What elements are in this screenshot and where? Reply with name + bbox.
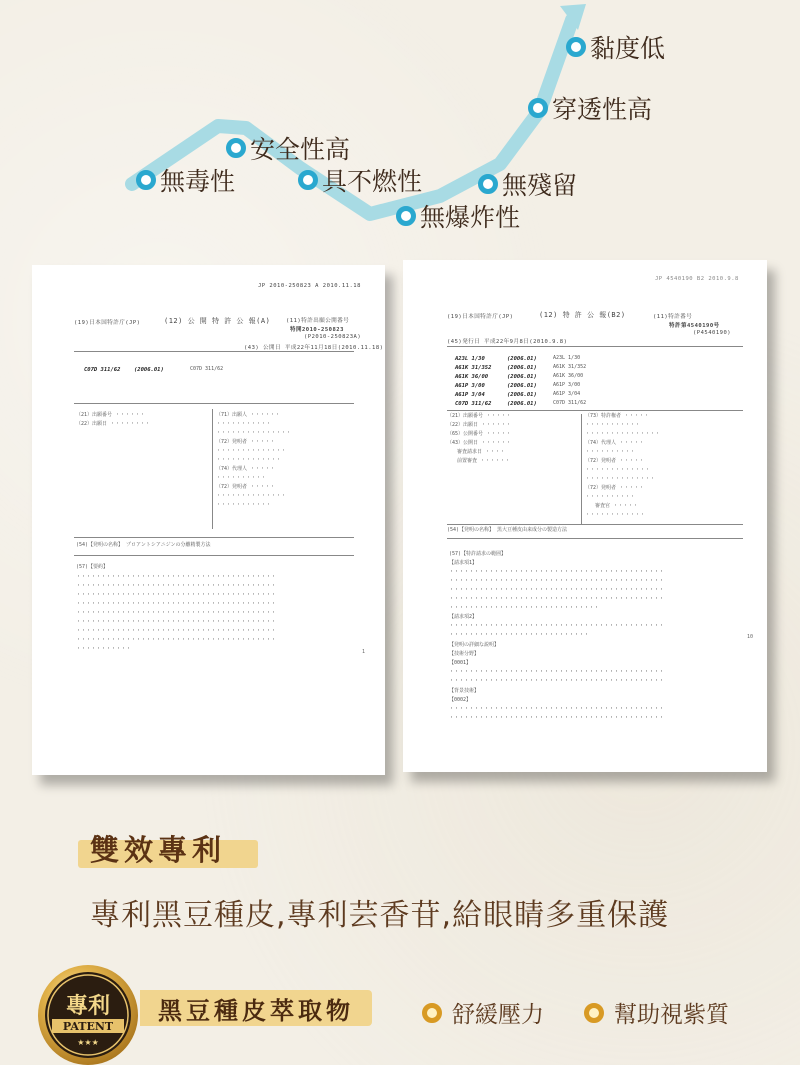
point-icon xyxy=(528,98,548,118)
benefit-rhodopsin xyxy=(584,996,729,1029)
feature-non-toxic xyxy=(136,162,235,198)
doc-pub-label: (11)特許番号 xyxy=(653,314,693,320)
doc-office: (19)日本国特許庁(JP) xyxy=(447,314,514,320)
doc-pub-number: 特開2010-250823 xyxy=(290,327,344,333)
point-icon xyxy=(298,170,318,190)
section-title xyxy=(78,826,258,870)
doc-ipc: C07D 311/62 xyxy=(190,366,224,372)
feature-label: 具不燃性 xyxy=(322,167,423,196)
extract-label: 黑豆種皮萃取物 xyxy=(140,990,372,1026)
feature-non-explosive xyxy=(396,198,520,234)
section-description: 專利黑豆種皮,專利芸香苷,給眼睛多重保護 xyxy=(90,898,670,933)
bullet-icon xyxy=(422,1003,442,1023)
doc-side-number: 10 xyxy=(747,634,754,640)
benefit-label: 舒緩壓力 xyxy=(452,1002,544,1028)
doc-office: (19)日本国特許庁(JP) xyxy=(74,320,141,326)
feature-safe xyxy=(226,130,350,166)
doc-kind: (12) 公 開 特 許 公 報(A) xyxy=(164,317,271,325)
bullet-icon xyxy=(584,1003,604,1023)
doc-pub-sub: (P2010-250823A) xyxy=(304,334,362,340)
badge-top-text: 專利 xyxy=(65,993,111,1019)
benefit-relieve-stress xyxy=(422,996,544,1029)
point-icon xyxy=(136,170,156,190)
feature-label: 無毒性 xyxy=(160,167,236,196)
doc-header-number: JP 4540190 B2 2010.9.8 xyxy=(655,276,739,282)
point-icon xyxy=(396,206,416,226)
point-icon xyxy=(478,174,498,194)
benefit-label: 幫助視紫質 xyxy=(614,1002,729,1028)
doc-page-number: 1 xyxy=(362,649,366,655)
doc-pub-number: 特許第4540190号 xyxy=(669,323,720,329)
point-icon xyxy=(226,138,246,158)
feature-label: 穿透性高 xyxy=(552,95,653,124)
section-title-text: 雙效專利 xyxy=(90,832,227,867)
feature-high-penetration xyxy=(528,90,652,126)
doc-title: (54)【発明の名称】 黒大豆種皮由来成分の製造方法 xyxy=(447,527,568,533)
point-icon xyxy=(566,37,586,57)
doc-kind: (12) 特 許 公 報(B2) xyxy=(539,311,626,319)
doc-pub-sub: (P4540190) xyxy=(693,330,732,336)
feature-no-residue xyxy=(478,166,577,202)
doc-pub-date: (45)発行日 平成22年9月8日(2010.9.8) xyxy=(447,339,568,345)
feature-non-flammable xyxy=(298,162,422,198)
patent-document-right: JP 4540190 B2 2010.9.8 (19)日本国特許庁(JP) (12) 特 許 公 報(B2) (11)特許番号 特許第4540190号 (P4540190) (45)発行日 平成22年9月8日(2010.9.8) A23L 1/30 A61K 31/352 A61K 36/00 A61P 3/00 A61P 3/04 C07D 311/62 (2006.01) (2006.01) (2006.01) (2006.01) (2006.01) (2006.01) A23L 1/30 A61K 31/352 A61K 36/00 A61P 3/00 A61P 3/04 C07D 311/62 （21）出願番号 ・・・・・ （22）出願日 ・・・・・・ （65）公開番号 ・・・・・ （43）公開日 ・・・・・・ 審査請求日 ・・・・ 前置審査 ・・・・・・ （73）特許権者 ・・・・・ ・・・・・・・・・・・ ・・・・・・・・・・・・・・・ （74）代理人 ・・・・・ ・・・・・・・・・・ （72）発明者 ・・・・・ ・・・・・・・・・・・・・ ・・・・・・・・・・・・・・ （72）発明者 ・・・・・ ・・・・・・・・・・ 審査官 ・・・・・ ・・・・・・・・・・・・ (54)【発明の名称】 黒大豆種皮由来成分の製造方法 (57)【特許請求の範囲】 【請求項1】 ・・・・・・・・・・・・・・・・・・・・・・・・・・・・・・・・・・・・・・・・・・・ ・・・・・・・・・・・・・・・・・・・・・・・・・・・・・・・・・・・・・・・・・・・ ・・・・・・・・・・・・・・・・・・・・・・・・・・・・・・・・・・・・・・・・・・・ ・・・・・・・・・・・・・・・・・・・・・・・・・・・・・・・・・・・・・・・・・・・ ・・・・・・・・・・・・・・・・・・・・・・・・・・・・・・ 【請求項2】 ・・・・・・・・・・・・・・・・・・・・・・・・・・・・・・・・・・・・・・・・・・・ ・・・・・・・・・・・・・・・・・・・・・・・・・・・・ 【発明の詳細な説明】 【技術分野】 【0001】 ・・・・・・・・・・・・・・・・・・・・・・・・・・・・・・・・・・・・・・・・・・・ ・・・・・・・・・・・・・・・・・・・・・・・・・・・・・・・・・・・・・・・・・・・ 【背景技術】 【0002】 ・・・・・・・・・・・・・・・・・・・・・・・・・・・・・・・・・・・・・・・・・・・ ・・・・・・・・・・・・・・・・・・・・・・・・・・・・・・・・・・・・・・・・・・・ 10 xyxy=(403,260,767,772)
feature-label: 安全性高 xyxy=(250,135,351,164)
doc-header-number: JP 2010-250823 A 2010.11.18 xyxy=(258,283,361,289)
feature-label: 黏度低 xyxy=(590,34,666,63)
doc-class-year: (2006.01) xyxy=(134,367,164,373)
doc-title: (54)【発明の名称】 プロアントシアニジンの分離精製方法 xyxy=(76,542,211,548)
doc-abstract-head: (57)【要約】 xyxy=(76,564,109,570)
doc-claims-head: (57)【特許請求の範囲】 xyxy=(449,551,507,557)
doc-pub-label: (11)特許出願公開番号 xyxy=(286,318,350,324)
patent-document-left: JP 2010-250823 A 2010.11.18 (19)日本国特許庁(JP) (12) 公 開 特 許 公 報(A) (11)特許出願公開番号 特開2010-250823 (P2010-250823A) (43) 公開日 平成22年11月18日(2010.11.18) C07D 311/62 (2006.01) C07D 311/62 （21）出願番号 ・・・・・・ （22）出願日 ・・・・・・・・ （71）出願人 ・・・・・・ ・・・・・・・・・・・ ・・・・・・・・・・・・・・・ （72）発明者 ・・・・・ ・・・・・・・・・・・・・・ ・・・・・・・・・・・・・ （74）代理人 ・・・・・ ・・・・・・・・・・ （72）発明者 ・・・・・ ・・・・・・・・・・・・・・ ・・・・・・・・・・・ (54)【発明の名称】 プロアントシアニジンの分離精製方法 (57)【要約】 ・・・・・・・・・・・・・・・・・・・・・・・・・・・・・・・・・・・・・・・・ ・・・・・・・・・・・・・・・・・・・・・・・・・・・・・・・・・・・・・・・・ ・・・・・・・・・・・・・・・・・・・・・・・・・・・・・・・・・・・・・・・・ ・・・・・・・・・・・・・・・・・・・・・・・・・・・・・・・・・・・・・・・・ ・・・・・・・・・・・・・・・・・・・・・・・・・・・・・・・・・・・・・・・・ ・・・・・・・・・・・・・・・・・・・・・・・・・・・・・・・・・・・・・・・・ ・・・・・・・・・・・・・・・・・・・・・・・・・・・・・・・・・・・・・・・・ ・・・・・・・・・・・・・・・・・・・・・・・・・・・・・・・・・・・・・・・・ ・・・・・・・・・・・ 1 xyxy=(32,265,385,775)
patent-badge xyxy=(36,963,140,1065)
feature-label: 無殘留 xyxy=(502,171,578,200)
badge-stars: ★★★ xyxy=(77,1038,99,1047)
badge-bottom-text: PATENT xyxy=(62,1020,114,1033)
feature-low-viscosity xyxy=(566,29,665,65)
feature-label: 無爆炸性 xyxy=(420,203,521,232)
doc-classification: C07D 311/62 xyxy=(84,367,121,373)
doc-pub-date: (43) 公開日 平成22年11月18日(2010.11.18) xyxy=(244,345,384,351)
